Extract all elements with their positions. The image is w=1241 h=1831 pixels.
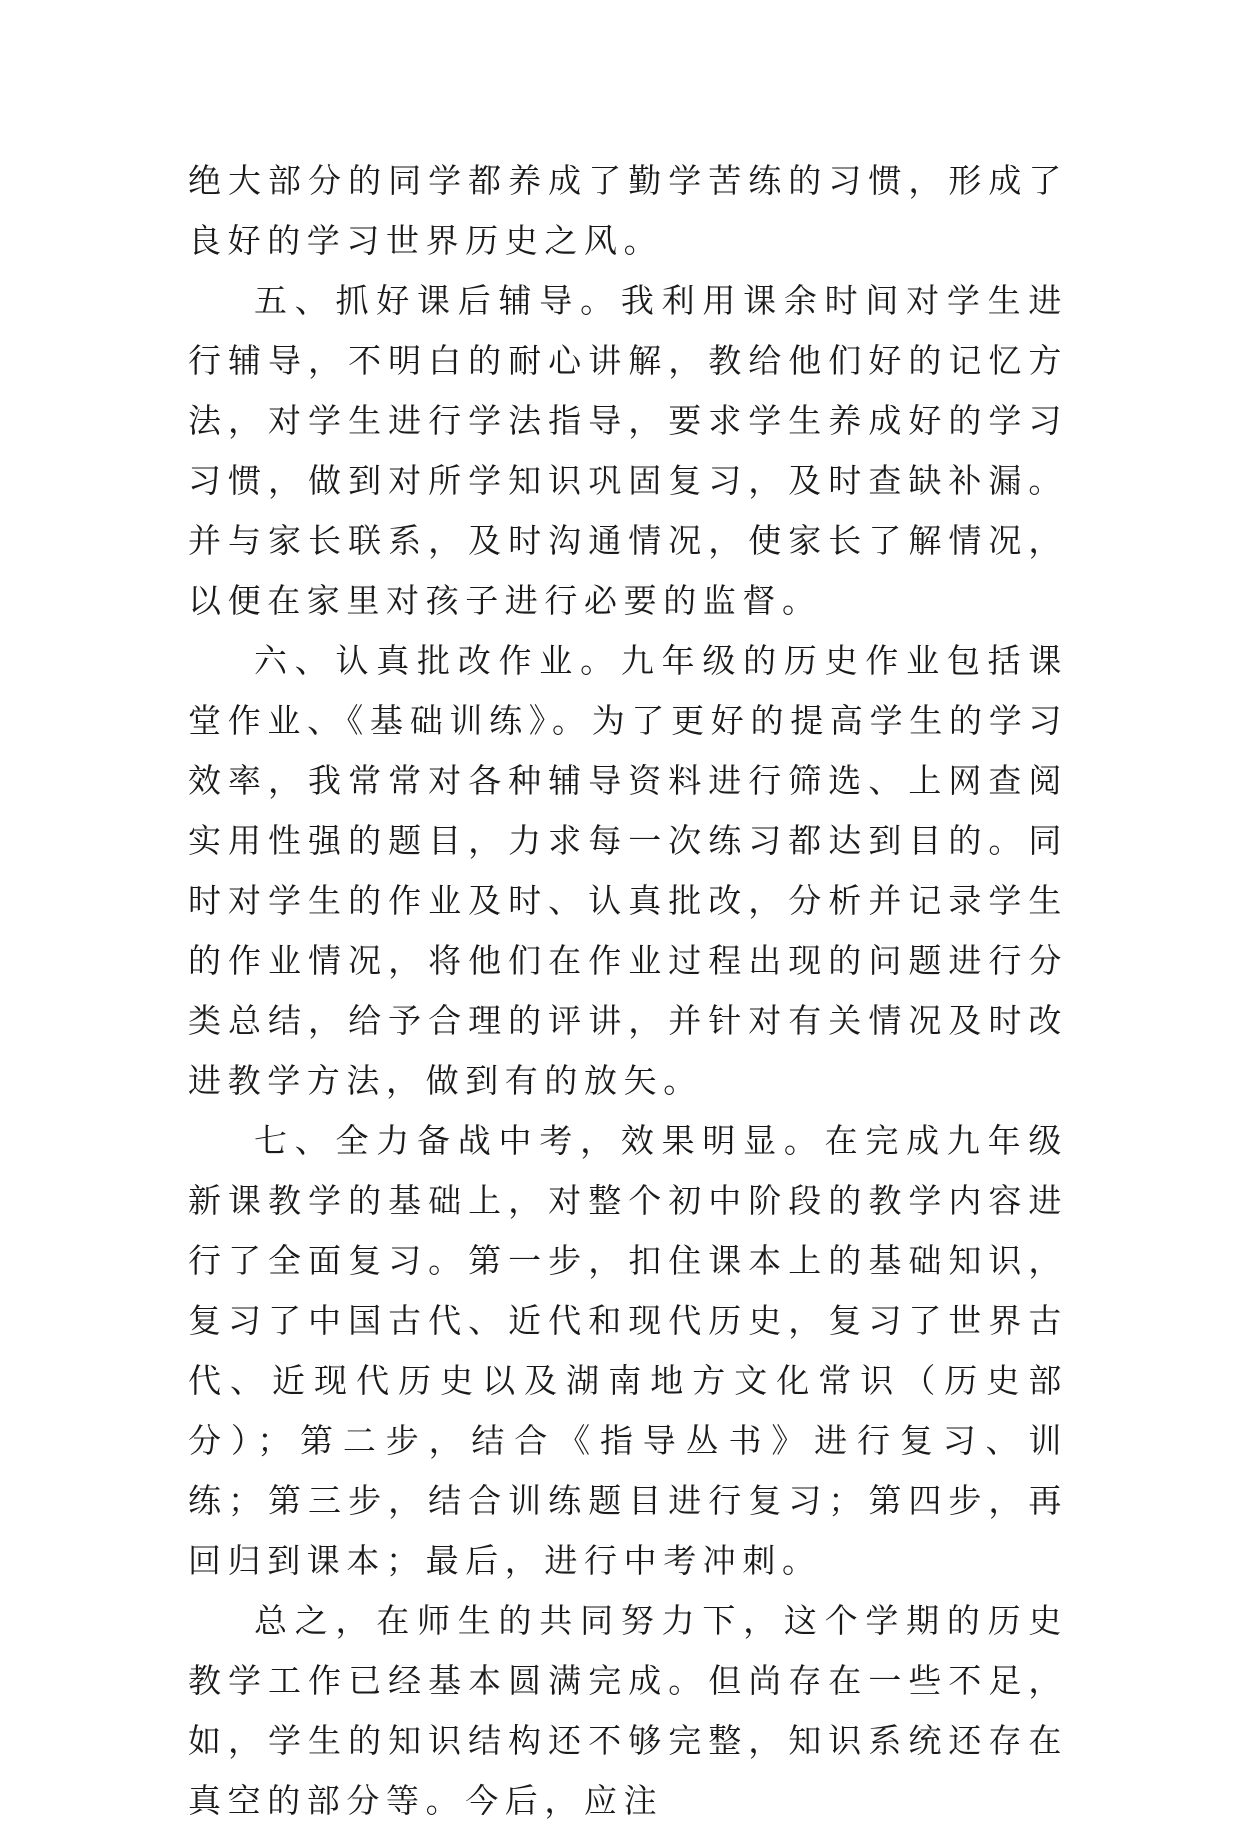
paragraph-continuation: 绝大部分的同学都养成了勤学苦练的习惯，形成了良好的学习世界历史之风。 [188,161,1068,260]
paragraph-exam-preparation: 七、全力备战中考，效果明显。在完成九年级新课教学的基础上，对整个初中阶段的教学内容进行了全面复习。第一步，扣住课本上的基础知识，复习了中国古代、近代和现代历史，复习了世界古代、近现代历史以及湖南地方文化常识（历史部分）；第二步，结合《指导丛书》进行复习、训练；第三步，结合训练题目进行复习；第四步，再回归到课本；最后，进行中考冲刺。 [188,1121,1068,1580]
paragraph-summary: 总之，在师生的共同努力下，这个学期的历史教学工作已经基本圆满完成。但尚存在一些不足，如，学生的知识结构还不够完整，知识系统还存在真空的部分等。今后，应注 [188,1601,1068,1820]
document-body [188,151,1068,1831]
paragraph-after-school-tutoring: 五、抓好课后辅导。我利用课余时间对学生进行辅导，不明白的耐心讲解，教给他们好的记忆方法，对学生进行学法指导，要求学生养成好的学习习惯，做到对所学知识巩固复习，及时查缺补漏。并与家长联系，及时沟通情况，使家长了解情况，以便在家里对孩子进行必要的监督。 [188,281,1068,620]
paragraph-homework-correction: 六、认真批改作业。九年级的历史作业包括课堂作业、《基础训练》。为了更好的提高学生的学习效率，我常常对各种辅导资料进行筛选、上网查阅实用性强的题目，力求每一次练习都达到目的。同时对学生的作业及时、认真批改，分析并记录学生的作业情况，将他们在作业过程出现的问题进行分类总结，给予合理的评讲，并针对有关情况及时改进教学方法，做到有的放矢。 [188,641,1068,1100]
